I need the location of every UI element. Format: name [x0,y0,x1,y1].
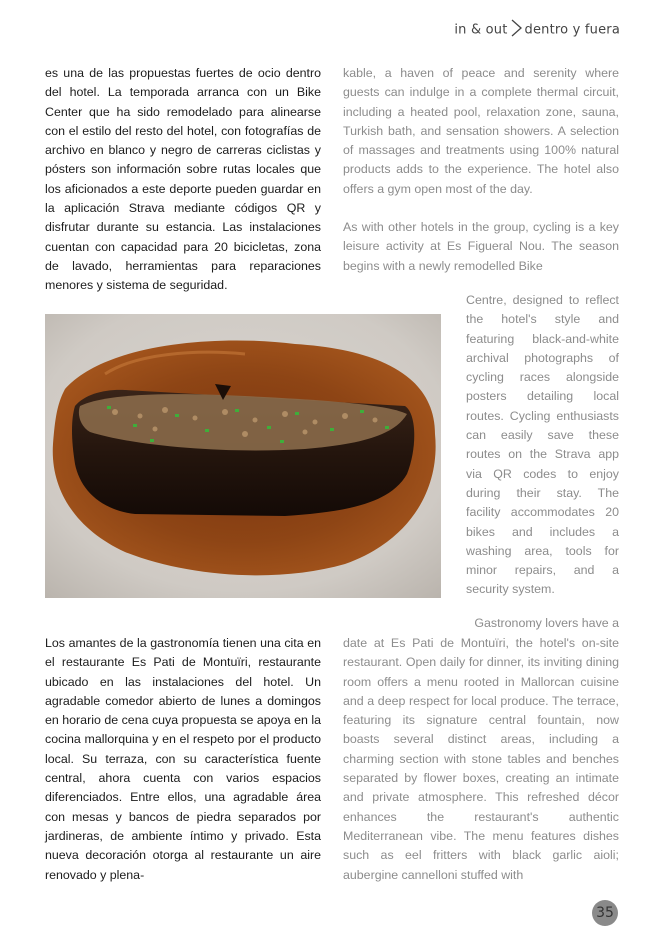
english-text-wrap: Centre, designed to reflect the hotel's style and featuring black-and-white archival photographs of cycling races alongside posters detailing local routes. Cycling enthusiasts can easily save these routes on the Strava app via QR codes to enjoy during their stay. The facility accommodates 20 bikes and includes a washing area, tools for minor repairs, and a security system. [466,293,619,597]
english-gastronomy-lead: Gastronomy lovers have a [474,616,619,630]
page-number: 35 [592,900,618,926]
eggplant-dish-image [45,314,441,598]
english-text-top [343,64,619,276]
section-label-es: dentro y fuera [524,22,620,38]
spanish-text-top: es una de las propuestas fuertes de ocio dentro del hotel. La temporada arranca con un Bike Center que ha sido remodelado para alinearse con el estilo del resto del hotel, con fotografías de archivo en blanco y negro de carreras ciclistas y pósters son información sobre rutas locales que los aficionados a este deporte pueden guardar en la aplicación Strava mediante códigos QR y disfrutar durante su estancia. Las instalaciones cuentan con capacidad para 20 bicicletas, zona de lavado, herramientas para reparaciones menores y sistema de seguridad. [45,66,321,293]
food-photo [45,314,441,598]
english-paragraph-spa: kable, a haven of peace and serenity where guests can indulge in a complete thermal circuit, including a heated pool, relaxation zone, sauna, Turkish bath, and sensation showers. A selection of massages and treatments using 100% natural products adds to the experience. The hotel also offers a gym open most of the day. [343,66,619,196]
spanish-text-bottom: Los amantes de la gastronomía tienen una cita en el restaurante Es Pati de Montuïri, restaurante ubicado en las instalaciones del hotel. Un agradable comedor abierto de lunes a domingos en horario de cena cuya propuesta se apoya en la cocina mallorquina y en el respeto por el producto local. Su terraza, con su característica fuente central, ahora cuenta con varios espacios diferenciados. Entre ellos, una agradable área con mesas y bancos de piedra separados por jardineras, de ambiente íntimo y privado. Esta nueva decoración otorga al restaurante un aire renovado y plena- [45,636,321,882]
english-paragraph-cycling: As with other hotels in the group, cycling is a key leisure activity at Es Figueral Nou. The season begins with a newly remodelled Bike [343,220,619,273]
section-header [454,22,620,38]
section-label-en: in & out [454,22,508,38]
chevron-right-icon [509,18,524,38]
english-text-bottom: date at Es Pati de Montuïri, the hotel's on-site restaurant. Open daily for dinner, its inviting dining room offers a menu rooted in Mallorcan cuisine and a deep respect for local produce. The terrace, featuring its signature central fountain, now boasts several distinct areas, including a charming section with stone tables and benches separated by flower boxes, creating an intimate and private atmosphere. This refreshed décor enhances the restaurant's authentic Mediterranean vibe. The menu features dishes such as eel fritters with black garlic aioli; aubergine cannelloni stuffed with [343,636,619,882]
